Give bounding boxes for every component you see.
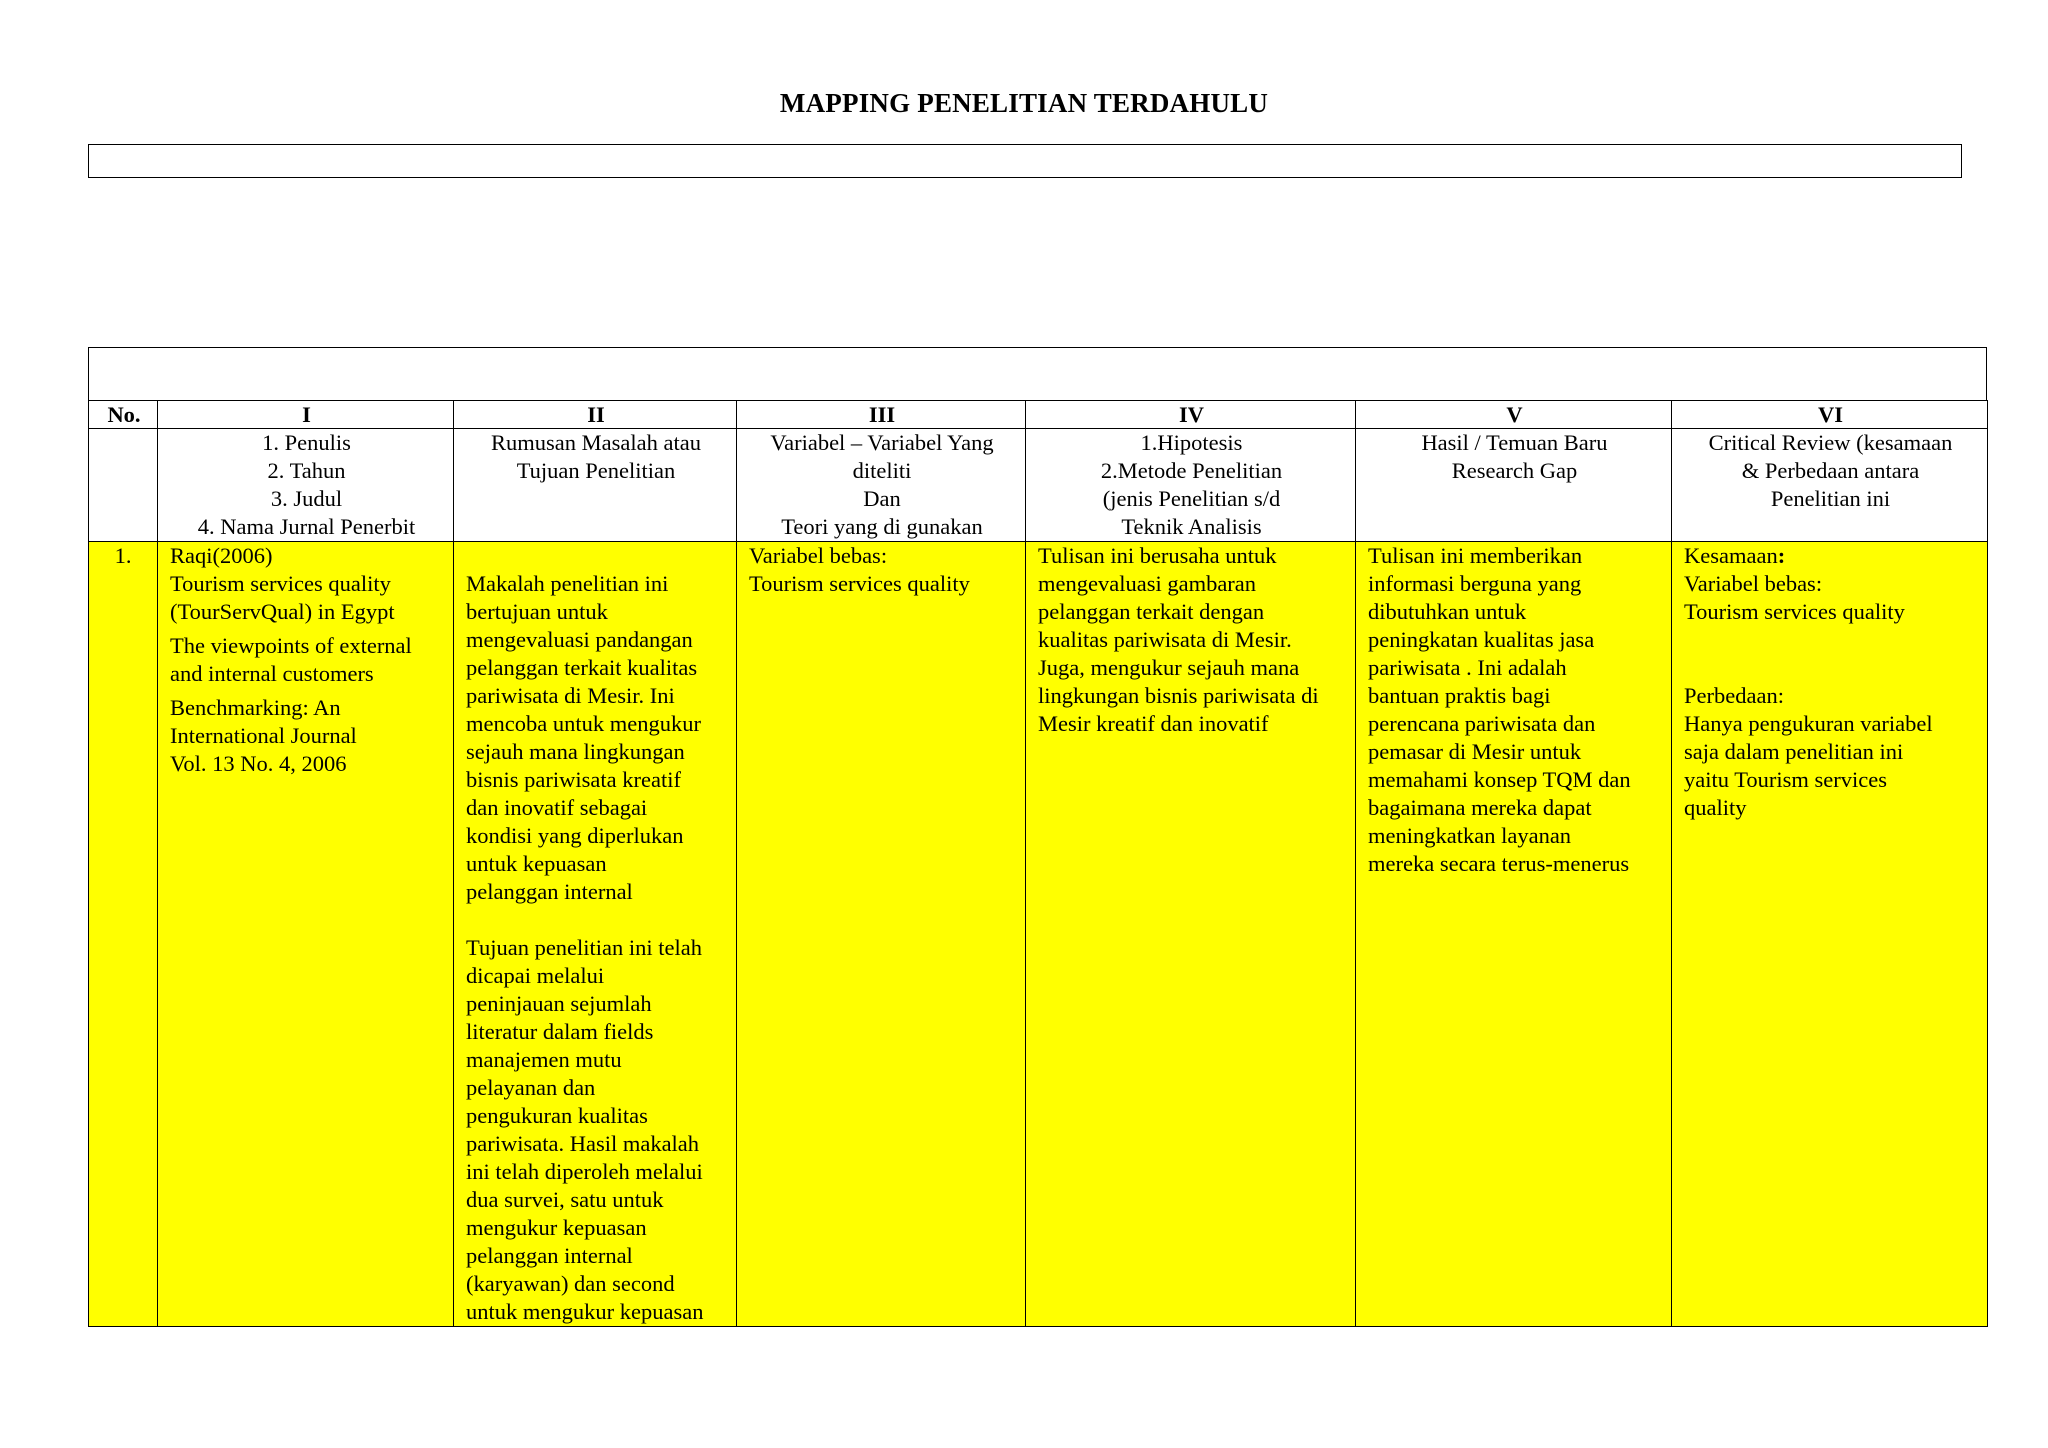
subheader-line: Variabel – Variabel Yang	[770, 430, 994, 455]
purpose-line: mengukur kepuasan	[466, 1215, 647, 1240]
subheader-col-1	[158, 429, 454, 542]
journal-line: Vol. 13 No. 4, 2006	[170, 751, 347, 776]
method-line: lingkungan bisnis pariwisata di	[1038, 683, 1319, 708]
variable-line: Variabel bebas:	[749, 543, 888, 568]
purpose-line: sejauh mana lingkungan	[466, 739, 685, 764]
header-col-2: II	[454, 401, 737, 429]
finding-line: peningkatan kualitas jasa	[1368, 627, 1595, 652]
purpose-line: mengevaluasi pandangan	[466, 627, 693, 652]
purpose-line: untuk kepuasan	[466, 851, 607, 876]
finding-line: informasi berguna yang	[1368, 571, 1582, 596]
subheader-line: Tujuan Penelitian	[516, 458, 676, 483]
cell-critical-review	[1672, 542, 1988, 1327]
purpose-line: bisnis pariwisata kreatif	[466, 767, 681, 792]
subheader-line: diteliti	[852, 458, 912, 483]
subheader-line: Critical Review (kesamaan	[1708, 430, 1953, 455]
row-number: 1.	[89, 542, 158, 1327]
subheader-col-5	[1356, 429, 1672, 542]
finding-line: Tulisan ini memberikan	[1368, 543, 1583, 568]
purpose-line: Tujuan penelitian ini telah	[466, 935, 703, 960]
review-line: saja dalam penelitian ini	[1684, 739, 1904, 764]
table-caption-box	[88, 347, 1987, 400]
cell-hypothesis-method	[1026, 542, 1356, 1327]
subheader-col-3	[737, 429, 1026, 542]
purpose-line: ini telah diperoleh melalui	[466, 1159, 703, 1184]
subheader-line: Hasil / Temuan Baru	[1421, 430, 1608, 455]
author-year: Raqi(2006)	[170, 543, 273, 568]
paper-subtitle-line: The viewpoints of external	[170, 633, 412, 658]
similarity-label-text: Kesamaan	[1684, 543, 1778, 568]
subheader-line: & Perbedaan antara	[1741, 458, 1920, 483]
subheader-line: Research Gap	[1451, 458, 1578, 483]
review-line: Hanya pengukuran variabel	[1684, 711, 1933, 736]
purpose-line: pelanggan internal	[466, 879, 633, 904]
subheader-col-2	[454, 429, 737, 542]
purpose-line: pelanggan internal	[466, 1243, 633, 1268]
page-title: MAPPING PENELITIAN TERDAHULU	[779, 88, 1269, 118]
method-line: kualitas pariwisata di Mesir.	[1038, 627, 1292, 652]
mapping-table	[88, 400, 1988, 1327]
purpose-line: pelayanan dan	[466, 1075, 596, 1100]
header-box	[88, 144, 1962, 178]
similarity-label	[1684, 542, 1977, 570]
purpose-line: pariwisata di Mesir. Ini	[466, 683, 675, 708]
paper-title-line: Tourism services quality	[170, 571, 391, 596]
purpose-line: kondisi yang diperlukan	[466, 823, 684, 848]
subheader-line: (jenis Penelitian s/d	[1102, 486, 1281, 511]
subheader-line: Teknik Analisis	[1121, 514, 1262, 539]
method-line: mengevaluasi gambaran	[1038, 571, 1257, 596]
purpose-line: literatur dalam fields	[466, 1019, 654, 1044]
similarity-colon: :	[1777, 543, 1786, 568]
review-line: Tourism services quality	[1684, 599, 1905, 624]
purpose-line: bertujuan untuk	[466, 599, 608, 624]
cell-variables	[737, 542, 1026, 1327]
finding-line: bantuan praktis bagi	[1368, 683, 1551, 708]
method-line: pelanggan terkait dengan	[1038, 599, 1265, 624]
subheader-no	[89, 429, 158, 542]
cell-research-purpose	[454, 542, 737, 1327]
header-col-1: I	[158, 401, 454, 429]
review-line: Variabel bebas:	[1684, 571, 1823, 596]
header-col-3: III	[737, 401, 1026, 429]
purpose-line: manajemen mutu	[466, 1047, 622, 1072]
subheader-col-6	[1672, 429, 1988, 542]
finding-line: pemasar di Mesir untuk	[1368, 739, 1582, 764]
subheader-line: 3. Judul	[270, 486, 343, 511]
subheader-row	[89, 429, 1988, 542]
header-row	[89, 401, 1988, 429]
method-line: Juga, mengukur sejauh mana	[1038, 655, 1300, 680]
variable-line: Tourism services quality	[749, 571, 970, 596]
finding-line: bagaimana mereka dapat	[1368, 795, 1592, 820]
subheader-line: 2. Tahun	[267, 458, 346, 483]
purpose-line: pengukuran kualitas	[466, 1103, 648, 1128]
subheader-line: Rumusan Masalah atau	[491, 430, 701, 455]
cell-author-info	[158, 542, 454, 1327]
header-col-5: V	[1356, 401, 1672, 429]
purpose-line: dicapai melalui	[466, 963, 605, 988]
purpose-line: Makalah penelitian ini	[466, 571, 669, 596]
subheader-col-4	[1026, 429, 1356, 542]
purpose-line: untuk mengukur kepuasan	[466, 1299, 704, 1324]
subheader-line: 2.Metode Penelitian	[1100, 458, 1283, 483]
finding-line: dibutuhkan untuk	[1368, 599, 1527, 624]
header-col-4: IV	[1026, 401, 1356, 429]
paper-subtitle-line: and internal customers	[170, 661, 374, 686]
method-line: Mesir kreatif dan inovatif	[1038, 711, 1269, 736]
purpose-line: (karyawan) dan second	[466, 1271, 675, 1296]
purpose-line: peninjauan sejumlah	[466, 991, 652, 1016]
subheader-line: Penelitian ini	[1770, 486, 1891, 511]
subheader-line: 1.Hipotesis	[1140, 430, 1243, 455]
method-line: Tulisan ini berusaha untuk	[1038, 543, 1277, 568]
review-line: quality	[1684, 795, 1747, 820]
purpose-line: dua survei, satu untuk	[466, 1187, 664, 1212]
finding-line: memahami konsep TQM dan	[1368, 767, 1631, 792]
header-col-6: VI	[1672, 401, 1988, 429]
finding-line: meningkatkan layanan	[1368, 823, 1572, 848]
finding-line: mereka secara terus-menerus	[1368, 851, 1630, 876]
finding-line: pariwisata . Ini adalah	[1368, 655, 1567, 680]
journal-line: Benchmarking: An	[170, 695, 341, 720]
journal-line: International Journal	[170, 723, 357, 748]
subheader-line: 4. Nama Jurnal Penerbit	[197, 514, 416, 539]
mapping-table-wrap	[88, 347, 1987, 1327]
purpose-line: pelanggan terkait kualitas	[466, 655, 698, 680]
subheader-line: Teori yang di gunakan	[781, 514, 983, 539]
finding-line: perencana pariwisata dan	[1368, 711, 1596, 736]
cell-findings	[1356, 542, 1672, 1327]
paper-title-line: (TourServQual) in Egypt	[170, 599, 395, 624]
review-line: yaitu Tourism services	[1684, 767, 1887, 792]
purpose-line: mencoba untuk mengukur	[466, 711, 701, 736]
difference-label: Perbedaan:	[1684, 683, 1784, 708]
subheader-line: Dan	[863, 486, 901, 511]
purpose-line: pariwisata. Hasil makalah	[466, 1131, 700, 1156]
purpose-line: dan inovatif sebagai	[466, 795, 648, 820]
table-row	[89, 542, 1988, 1327]
header-no: No.	[89, 401, 158, 429]
subheader-line: 1. Penulis	[262, 430, 351, 455]
